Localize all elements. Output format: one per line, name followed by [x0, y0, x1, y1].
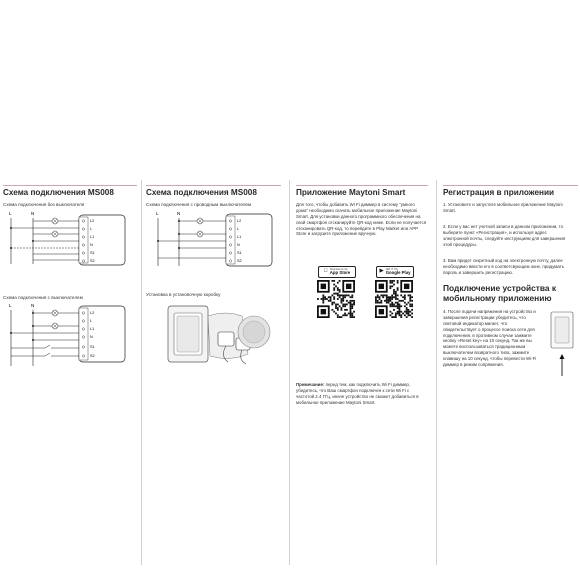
- step-4: 4. После подачи напряжения на устройство и завершения регистрации убедитесь, что световой индикатор мигает, что свидетельствует о процессе поиска сети для подключения, в противном случае зажмите кнопку «Reset key» на 10 секунд. Так же вы можете воспользоваться традиционным выключателем возвратного типа, зажмите клавишу на 10 секунд, чтобы перевести Wi-Fi диммер в режим сопряжения.: [443, 309, 537, 368]
- accent-rule: [296, 185, 428, 186]
- installation-illustration: [156, 302, 274, 372]
- column-divider: [289, 180, 290, 565]
- switch-icon: [45, 345, 50, 356]
- section-title: Регистрация в приложении: [443, 188, 555, 197]
- svg-text:L2: L2: [90, 219, 95, 223]
- neutral-wire-label: N: [31, 211, 35, 216]
- svg-text:N: N: [31, 303, 35, 308]
- svg-text:L1: L1: [237, 235, 242, 239]
- google-play-icon: ▶: [379, 268, 384, 275]
- qr-code-icon[interactable]: [375, 280, 413, 318]
- section-title: Схема подключения MS008: [3, 188, 114, 197]
- column-divider: [436, 180, 437, 565]
- svg-text:S1: S1: [90, 345, 95, 349]
- switch-icon: [551, 312, 573, 348]
- caption-install-box: Установка в установочную коробку: [146, 292, 221, 297]
- dimmer-module: [218, 332, 234, 346]
- wiring-diagram-with-switch: [3, 300, 137, 370]
- app-store-badge[interactable]: Download on the App Store: [318, 266, 356, 278]
- column-wiring-1: [3, 188, 137, 568]
- lamp-icon: [52, 323, 58, 329]
- dimmer-module: [79, 215, 125, 265]
- svg-text:L: L: [156, 211, 159, 216]
- column-registration: [443, 188, 578, 568]
- lamp-icon: [197, 218, 203, 224]
- line-wire-label: L: [9, 211, 12, 216]
- step-2: 2. Если у вас нет учетной записи в данном приложении, то выберите пункт «Регистрация», и используя адрес электронной почты, следуйте инструкциям для завершения этой процедуры.: [443, 224, 566, 247]
- app-note: Примечание: перед тем, как подключить Wi Fi диммер, убедитесь, что Ваш смартфон подключен к сети Wi Fi с частотой 2.4 ГГц, иначе устройство не сможет добавиться в мобильное приложение Maytoni Smart.: [296, 382, 419, 405]
- qr-code-icon[interactable]: [317, 280, 355, 318]
- lamp-icon: [52, 231, 58, 237]
- lamp-icon: [52, 218, 58, 224]
- accent-rule: [146, 185, 281, 186]
- dimmer-module: [79, 306, 125, 362]
- svg-text:L1: L1: [90, 235, 95, 239]
- caption-with-switch: Схема подключения с выключателем: [3, 295, 83, 300]
- svg-text:L1: L1: [90, 327, 95, 331]
- svg-text:L: L: [9, 303, 12, 308]
- lamp-icon: [197, 231, 203, 237]
- svg-text:L2: L2: [90, 311, 95, 315]
- svg-text:N: N: [90, 335, 93, 339]
- svg-text:L: L: [90, 319, 93, 323]
- caption-wired-switch: Схема подключения с проводным выключателем: [146, 202, 252, 207]
- app-intro: Для того, чтобы добавить Wi Fi диммер в систему "умного дома" необходимо скачать мобильное приложение Maytoni Smart. Для установки данного программного обеспечения на свой смартфон отсканируйте QR-код ниже. Если не получается отсканировать QR-код, то перейдите в Play Market или APP Store и загрузите приложение вручную.: [296, 202, 427, 237]
- section-title: Приложение Maytoni Smart: [296, 188, 406, 197]
- column-app: [296, 188, 428, 568]
- dimmer-module: [226, 214, 272, 266]
- google-play-badge[interactable]: ▶ GET IT ON Google Play: [376, 266, 414, 278]
- svg-text:N: N: [237, 243, 240, 247]
- step-3: 3. Вам придет секретный код на электронную почту, далее необходимо ввести его в соответсвующем окне, придумать пароль и завершить регистрацию.: [443, 258, 565, 275]
- svg-text:S2: S2: [90, 354, 95, 358]
- column-divider: [141, 180, 142, 565]
- svg-text:S2: S2: [90, 259, 95, 263]
- wiring-diagram-wired-switch: [146, 208, 281, 270]
- lamp-icon: [52, 310, 58, 316]
- svg-text:L: L: [237, 227, 240, 231]
- svg-text:S2: S2: [237, 259, 242, 263]
- svg-text:N: N: [177, 211, 181, 216]
- column-wiring-2: [146, 188, 281, 568]
- accent-rule: [443, 185, 578, 186]
- svg-text:S1: S1: [90, 251, 95, 255]
- accent-rule: [3, 185, 137, 186]
- svg-text:L: L: [90, 227, 93, 231]
- wiring-diagram-no-switch: [3, 208, 137, 268]
- section-title-connect: Подключение устройства к мобильному приложению: [443, 283, 557, 303]
- arrow-up-icon: [560, 354, 565, 376]
- apple-icon: [324, 269, 328, 275]
- switch-icon: [168, 306, 208, 362]
- svg-text:S1: S1: [237, 251, 242, 255]
- step-1: 1. Установите и запустите мобильное приложение Maytoni Smart.: [443, 202, 563, 213]
- section-title: Схема подключения MS008: [146, 188, 257, 197]
- svg-text:N: N: [90, 243, 93, 247]
- caption-no-switch: Схема подключения без выключателя: [3, 202, 85, 207]
- switch-illustration: [549, 310, 575, 380]
- svg-text:L2: L2: [237, 219, 242, 223]
